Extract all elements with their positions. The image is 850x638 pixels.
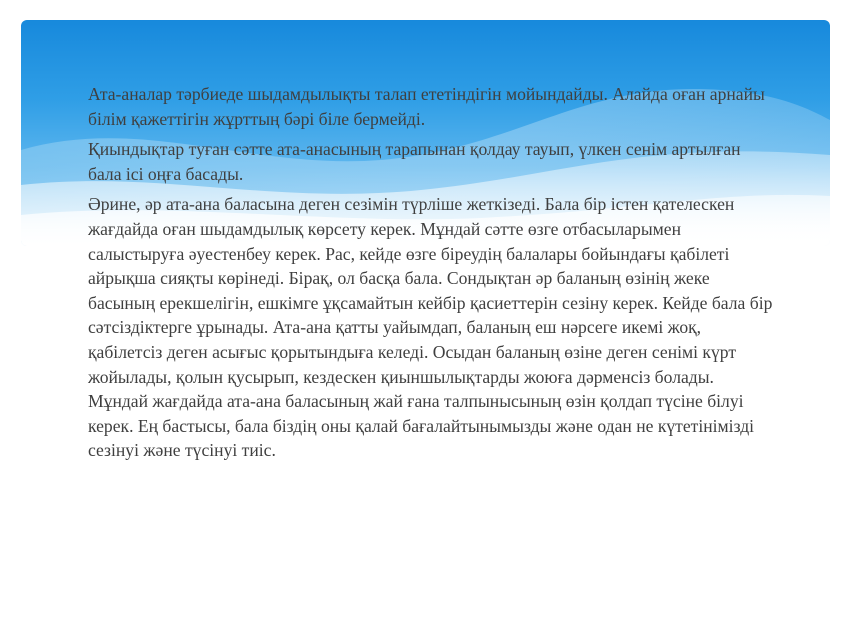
body-text: [88, 82, 778, 469]
paragraph-2: Қиындықтар туған сәтте ата-анасының тарапынан қолдау тауып, үлкен сенім артылған бала ісі оңға басады.: [88, 139, 741, 184]
paragraph-1: Ата-аналар тәрбиеде шыдамдылықты талап ететіндігін мойындайды. Алайда оған арнайы білім қажеттігін жұрттың бәрі біле бермейді.: [88, 84, 765, 129]
paragraph-3: Әрине, әр ата-ана баласына деген сезімін түрліше жеткізеді. Бала бір істен қателескен жағдайда оған шыдамдылық көрсету керек. Мұндай сәтте өзге отбасыларымен салыстыруға әуестенбеу керек. Рас, кейде өзге біреудің балалары бойындағы қабілеті айрықша сияқты көрінеді. Бірақ, ол басқа бала. Сондықтан әр баланың өзінің жеке басының ерекшелігін, ешкімге ұқсамайтын кейбір қасиеттерін сезіну керек. Кейде бала бір сәтсіздіктерге ұрынады. Ата-ана қатты уайымдап, баланың еш нәрсеге икемі жоқ, қабілетсіз деген асығыс қорытындыға келеді. Осыдан баланың өзіне деген сенімі күрт жойылады, қолын қусырып, кездескен қиыншылықтарды жоюға дәрменсіз болады. Мұндай жағдайда ата-ана баласының жай ғана талпынысының өзін қолдап түсіне білуі керек. Ең бастысы, бала біздің оны қалай бағалайтынымызды және одан не күтетінімізді сезінуі және түсінуі тиіс.: [88, 194, 773, 461]
